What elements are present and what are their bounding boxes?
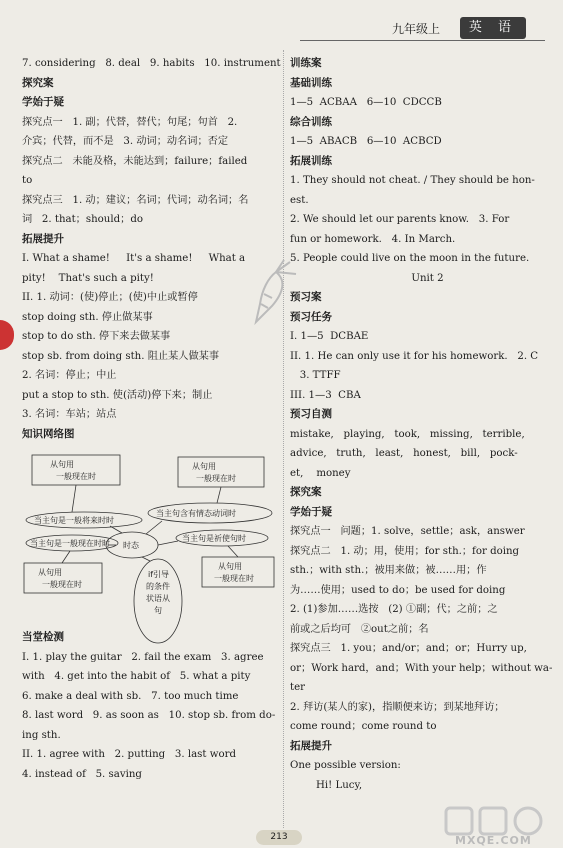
- diagram-label-n4: 当主句含有情态动词时: [156, 509, 236, 518]
- diagram-label-n7: 从句用: [38, 568, 62, 577]
- left-line: 词 2. that；should；do: [22, 214, 143, 225]
- right-line: est.: [290, 194, 309, 206]
- right-heading: 学始于疑: [290, 505, 332, 518]
- diagram-label-n2: 从句用: [192, 462, 216, 471]
- right-line: I. 1—5 DCBAE: [290, 331, 369, 342]
- left-heading: 拓展提升: [22, 232, 64, 245]
- right-line: fun or homework. 4. In March.: [290, 233, 456, 245]
- diagram-label-n9a: if引导: [148, 570, 170, 579]
- left-line: II. 1. 动词：(使)停止；(使)中止或暂停: [22, 292, 198, 303]
- diagram-label-n3: 当主句是一般将来时时: [34, 516, 114, 525]
- right-line: III. 1—3 CBA: [290, 389, 361, 401]
- right-heading: 训练案: [290, 57, 322, 69]
- diagram-label-n8b: 一般现在时: [214, 574, 254, 583]
- header-grade: 九年级上: [392, 22, 441, 36]
- right-column: [290, 54, 553, 795]
- knowledge-network-diagram: [22, 453, 280, 653]
- diagram-label-n1b: 一般现在时: [56, 472, 96, 481]
- left-column: [22, 54, 280, 444]
- right-line: 5. People could live on the moon in the future.: [290, 253, 530, 264]
- right-line: 前或之后均可 ②out之前；名: [290, 623, 429, 635]
- diagram-label-n6: 当主句是祈使句时: [182, 534, 246, 543]
- right-line: 探究点二 1. 动；用，使用；for sth.；for doing: [290, 545, 520, 557]
- right-line: advice, truth, least, honest, bill, pock-: [290, 448, 518, 459]
- left-bottom-line: with 4. get into the habit of 5. what a pity: [22, 671, 251, 682]
- right-line: 探究点三 1. you；and/or；and；or；Hurry up,: [290, 643, 527, 654]
- page-number: 213: [256, 830, 302, 845]
- left-line: 3. 名词：车站；站点: [22, 409, 117, 420]
- right-line: 1—5 ACBAA 6—10 CDCCB: [290, 97, 442, 108]
- left-bottom-line: I. 1. play the guitar 2. fail the exam 3. agree: [22, 651, 264, 663]
- right-line: 探究点一 问题；1. solve，settle；ask，answer: [290, 526, 525, 537]
- left-bottom-line: 4. instead of 5. saving: [22, 768, 142, 780]
- diagram-label-n9b: 的条件: [146, 582, 170, 591]
- right-line: 2. 拜访(某人的家)，指顺便来访；到某地拜访；: [290, 701, 505, 713]
- right-line: 3. TTFF: [290, 370, 341, 381]
- right-line: sth.；with sth.；被用来做；被……用；作: [290, 565, 487, 576]
- right-line: mistake, playing, took, missing, terrible,: [290, 428, 525, 440]
- diagram-label-n9d: 句: [154, 606, 162, 615]
- diagram-label-n1: 从句用: [50, 460, 74, 469]
- diagram-label-n7b: 一般现在时: [42, 580, 82, 589]
- right-heading: 拓展训练: [290, 154, 332, 167]
- left-heading: 学始于疑: [22, 96, 64, 108]
- left-heading: 知识网络图: [22, 427, 75, 440]
- left-line: 探究点一 1. 副；代替，替代；句尾；句首 2.: [22, 116, 238, 128]
- right-line: 1—5 ABACB 6—10 ACBCD: [290, 136, 442, 147]
- left-bottom-line: II. 1. agree with 2. putting 3. last word: [22, 749, 236, 760]
- left-bottom-heading: 当堂检测: [22, 631, 64, 643]
- header-subject-tab: 英 语: [460, 17, 526, 39]
- column-divider: [283, 50, 284, 828]
- diagram-center-label: 时态: [123, 541, 139, 550]
- right-line: et, money: [290, 467, 351, 479]
- right-line: 1. They should not cheat. / They should be hon-: [290, 175, 535, 186]
- left-column-bottom: [22, 628, 280, 784]
- left-line: pity! That's such a pity!: [22, 272, 154, 284]
- right-line: II. 1. He can only use it for his homework. 2. C: [290, 350, 539, 362]
- right-line: 为……使用；used to do；be used for doing: [290, 584, 506, 596]
- left-bottom-line: 8. last word 9. as soon as 10. stop sb. from do-: [22, 710, 276, 721]
- right-line: 2. (1)参加……选按 (2) ①副；代；之前；之: [290, 604, 498, 615]
- left-line: 7. considering 8. deal 9. habits 10. instrument: [22, 58, 281, 69]
- right-heading: 预习案: [290, 291, 322, 303]
- left-bottom-line: ing sth.: [22, 729, 61, 741]
- right-line: come round；come round to: [290, 721, 437, 732]
- left-line: 2. 名词：停止；中止: [22, 370, 117, 381]
- right-heading: 综合训练: [290, 115, 332, 128]
- watermark-text: MXQE.COM: [455, 834, 532, 847]
- right-line: 2. We should let our parents know. 3. For: [290, 214, 510, 225]
- right-line: or；Work hard，and；With your help；without wa-: [290, 662, 553, 674]
- left-line: 探究点三 1. 动；建议；名词；代词；动名词；名: [22, 194, 249, 206]
- diagram-label-n2b: 一般现在时: [196, 474, 236, 483]
- right-heading: 探究案: [290, 486, 322, 498]
- left-line: stop to do sth. 停下来去做某事: [22, 331, 171, 342]
- right-line: ter: [290, 682, 305, 693]
- right-heading: 拓展提升: [290, 739, 332, 752]
- left-line: 探究点二 未能及格，未能达到；failure；failed: [22, 155, 248, 167]
- left-line: to: [22, 175, 33, 186]
- left-line: stop sb. from doing sth. 阻止某人做某事: [22, 350, 220, 362]
- right-heading: 基础训练: [290, 76, 332, 89]
- left-line: I. What a shame! It's a shame! What a: [22, 253, 246, 264]
- left-heading: 探究案: [22, 76, 54, 89]
- diagram-label-n8: 从句用: [218, 562, 242, 571]
- right-line: Hi! Lucy,: [316, 779, 363, 791]
- diagram-label-n5: 当主句是一般现在时时: [30, 539, 110, 548]
- right-line: One possible version:: [290, 760, 401, 771]
- left-line: put a stop to sth. 使(活动)停下来；制止: [22, 389, 213, 401]
- carrot-watermark-icon: [246, 258, 302, 328]
- left-line: 介宾；代替，而不是 3. 动词；动名词；否定: [22, 136, 229, 147]
- diagram-label-n9c: 状语从: [146, 594, 170, 603]
- header-rule: [300, 40, 545, 41]
- left-bottom-line: 6. make a deal with sb. 7. too much time: [22, 690, 239, 702]
- right-heading: 预习自测: [290, 408, 332, 420]
- left-line: stop doing sth. 停止做某事: [22, 311, 153, 323]
- right-line: Unit 2: [411, 272, 444, 284]
- side-tab-marker: [0, 320, 14, 350]
- right-heading: 预习任务: [290, 310, 332, 323]
